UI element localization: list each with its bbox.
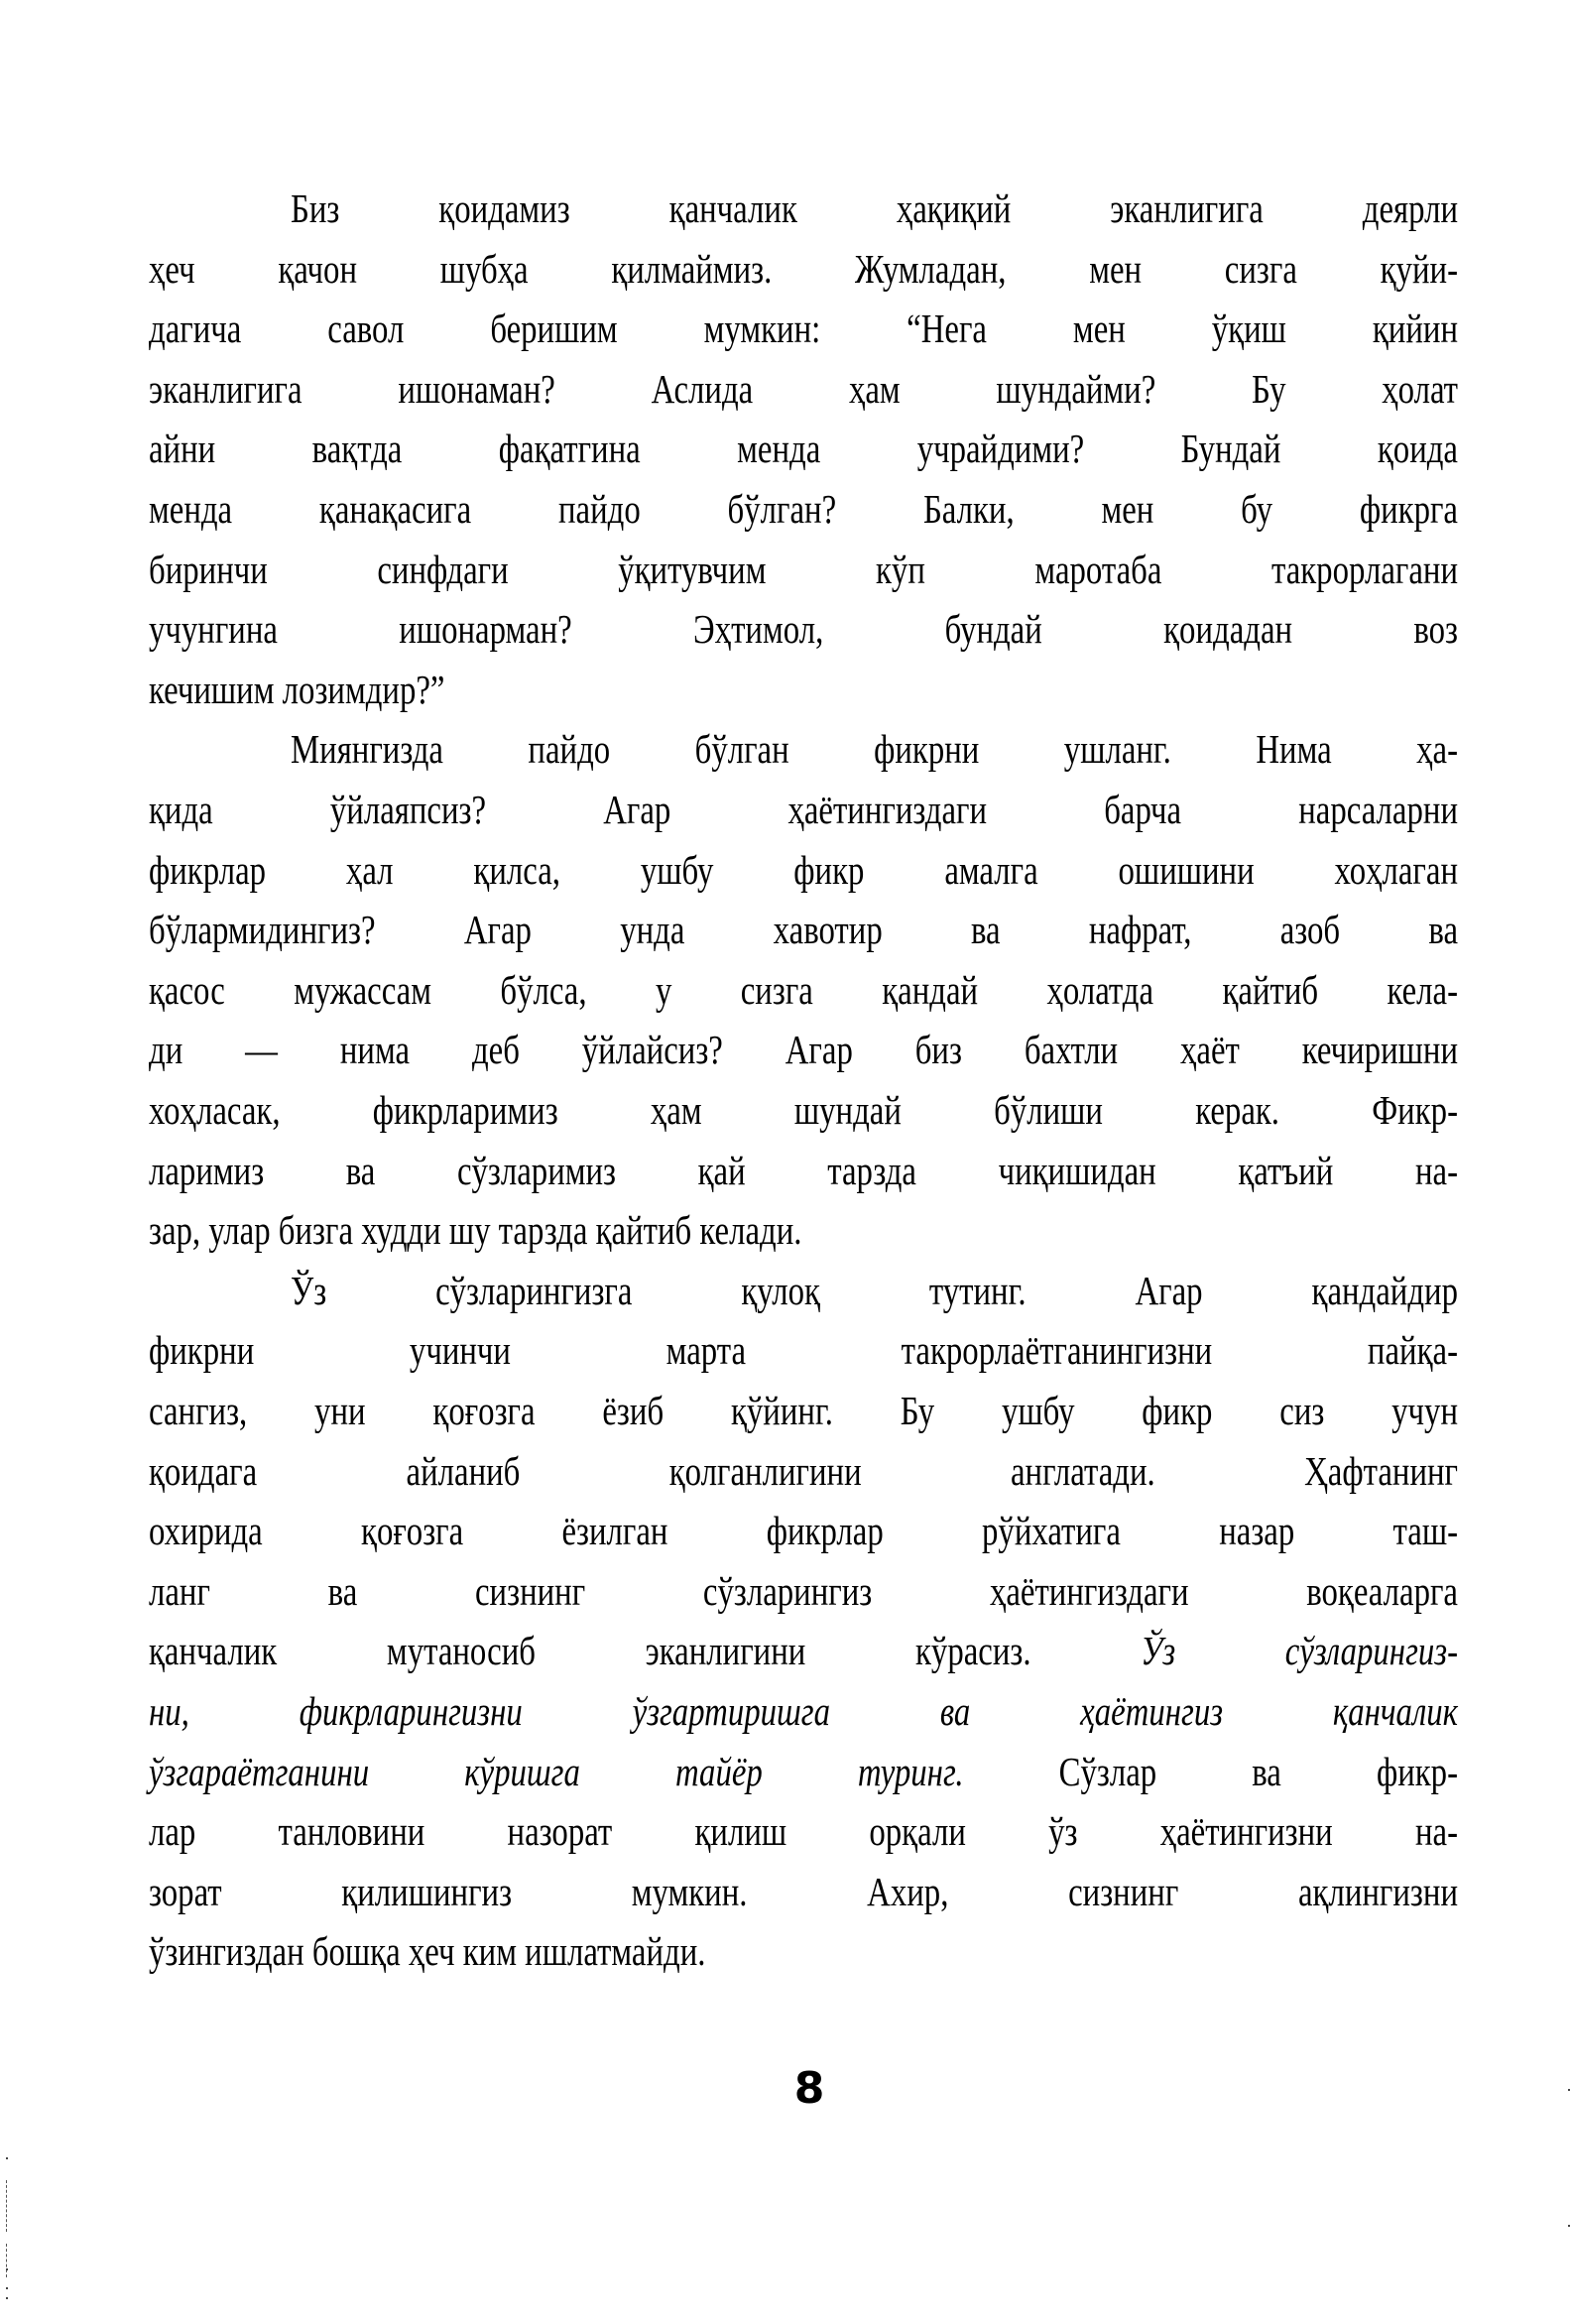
text-segment: биринчи синфдаги ўқитувчим кўп маротаба такрорлагани xyxy=(149,546,1458,592)
text-line xyxy=(149,1080,1458,1140)
text-line xyxy=(149,840,1458,900)
text-line xyxy=(149,1621,1458,1680)
text-line xyxy=(149,1501,1458,1560)
text-segment: ларимиз ва сўзларимиз қай тарзда чиқишидан қатъий на- xyxy=(149,1147,1458,1193)
scan-edge-dot xyxy=(6,2268,8,2270)
text-line xyxy=(149,1381,1458,1440)
italic-text-segment: Ўз сўзларингиз- xyxy=(1141,1628,1458,1674)
text-segment: ди — нима деб ўйлайсиз? Агар биз бахтли ҳаёт кечиришни xyxy=(149,1027,1458,1073)
scan-edge-dot xyxy=(6,2297,8,2299)
scan-edge-dot xyxy=(1568,2089,1570,2091)
text-segment: ланг ва сизнинг сўзларингиз ҳаётингиздаги воқеаларга xyxy=(149,1567,1458,1614)
text-line xyxy=(149,1862,1458,1921)
scan-edge-mark xyxy=(6,2180,7,2232)
text-segment: фикрлар ҳал қилса, ушбу фикр амалга ошишини хоҳлаган xyxy=(149,846,1458,893)
text-line xyxy=(149,1801,1458,1861)
text-line xyxy=(149,1561,1458,1621)
text-line xyxy=(149,660,1458,719)
text-segment: ўзингиздан бошқа ҳеч ким ишлатмайди. xyxy=(149,1928,706,1975)
scan-edge-dot xyxy=(6,2157,8,2159)
text-segment: зар, улар бизга худди шу тарзда қайтиб келади. xyxy=(149,1207,802,1254)
scan-edge-dot xyxy=(1568,2225,1570,2227)
text-line xyxy=(291,1261,1458,1320)
italic-text-segment: ни, фикрларингизни ўзгартиришга ва ҳаётингиз қанчалик xyxy=(149,1688,1458,1734)
text-line xyxy=(149,780,1458,839)
text-line xyxy=(149,479,1458,539)
text-segment: бўлармидингиз? Агар унда хавотир ва нафрат, азоб ва xyxy=(149,907,1458,953)
text-segment: Биз қоидамиз қанчалик ҳақиқий эканлигига деярли xyxy=(291,185,1458,231)
text-segment: Миянгизда пайдо бўлган фикрни ушланг. Нима ҳа- xyxy=(291,726,1458,773)
text-line xyxy=(149,599,1458,659)
text-segment: қанчалик мутаносиб эканлигини кўрасиз. xyxy=(149,1628,1142,1674)
text-line xyxy=(149,1320,1458,1380)
text-segment: Сўзлар ва фикр- xyxy=(963,1748,1459,1794)
italic-text-segment: ўзгараётганини кўришга тайёр туринг. xyxy=(149,1748,964,1794)
text-line xyxy=(149,960,1458,1020)
text-line xyxy=(149,1020,1458,1079)
text-segment: ҳеч қачон шубҳа қилмаймиз. Жумладан, мен сизга қуйи- xyxy=(149,245,1458,292)
text-line xyxy=(291,719,1458,779)
text-line xyxy=(291,179,1458,238)
text-line xyxy=(149,1681,1458,1741)
text-segment: менда қанақасига пайдо бўлган? Балки, мен бу фикрга xyxy=(149,486,1458,532)
scan-edge-dot xyxy=(6,2287,8,2289)
text-line xyxy=(149,540,1458,599)
text-line xyxy=(149,1921,1458,1981)
text-segment: қасос мужассам бўлса, у сизга қандай ҳолатда қайтиб кела- xyxy=(149,966,1458,1013)
text-segment: хоҳласак, фикрларимиз ҳам шундай бўлиши керак. Фикр- xyxy=(149,1087,1458,1133)
text-line xyxy=(149,239,1458,299)
text-segment: зорат қилишингиз мумкин. Ахир, сизнинг ақлингизни xyxy=(149,1868,1458,1914)
text-segment: учунгина ишонарман? Эҳтимол, бундай қоидадан воз xyxy=(149,606,1458,653)
text-segment: қоидага айланиб қолганлигини англатади. Ҳафтанинг xyxy=(149,1447,1458,1494)
text-line xyxy=(149,1200,1458,1260)
text-segment: лар танловини назорат қилиш орқали ўз ҳаётингизни на- xyxy=(149,1808,1458,1855)
text-segment: кечишим лозимдир?” xyxy=(149,666,445,712)
scan-edge-mark xyxy=(6,2244,7,2277)
text-line xyxy=(149,1742,1458,1801)
text-segment: фикрни учинчи марта такрорлаётганингизни пайқа- xyxy=(149,1327,1458,1374)
text-segment: дагича савол беришим мумкин: “Нега мен ўқиш қийин xyxy=(149,306,1458,352)
text-line xyxy=(149,900,1458,959)
text-line xyxy=(149,419,1458,478)
text-line xyxy=(149,1141,1458,1200)
text-line xyxy=(149,359,1458,419)
text-segment: қида ўйлаяпсиз? Агар ҳаётингиздаги барча нарсаларни xyxy=(149,787,1458,832)
text-segment: Ўз сўзларингизга қулоқ тутинг. Агар қандайдир xyxy=(291,1267,1458,1313)
text-line xyxy=(149,299,1458,358)
text-segment: айни вақтда фақатгина менда учрайдими? Бундай қоида xyxy=(149,426,1458,472)
page-number: 8 xyxy=(793,2063,825,2114)
text-segment: охирида қоғозга ёзилган фикрлар рўйхатига назар таш- xyxy=(149,1508,1458,1554)
text-segment: сангиз, уни қоғозга ёзиб қўйинг. Бу ушбу фикр сиз учун xyxy=(149,1388,1458,1433)
text-segment: эканлигига ишонаман? Аслида ҳам шундайми? Бу ҳолат xyxy=(149,365,1458,412)
text-line xyxy=(149,1441,1458,1501)
